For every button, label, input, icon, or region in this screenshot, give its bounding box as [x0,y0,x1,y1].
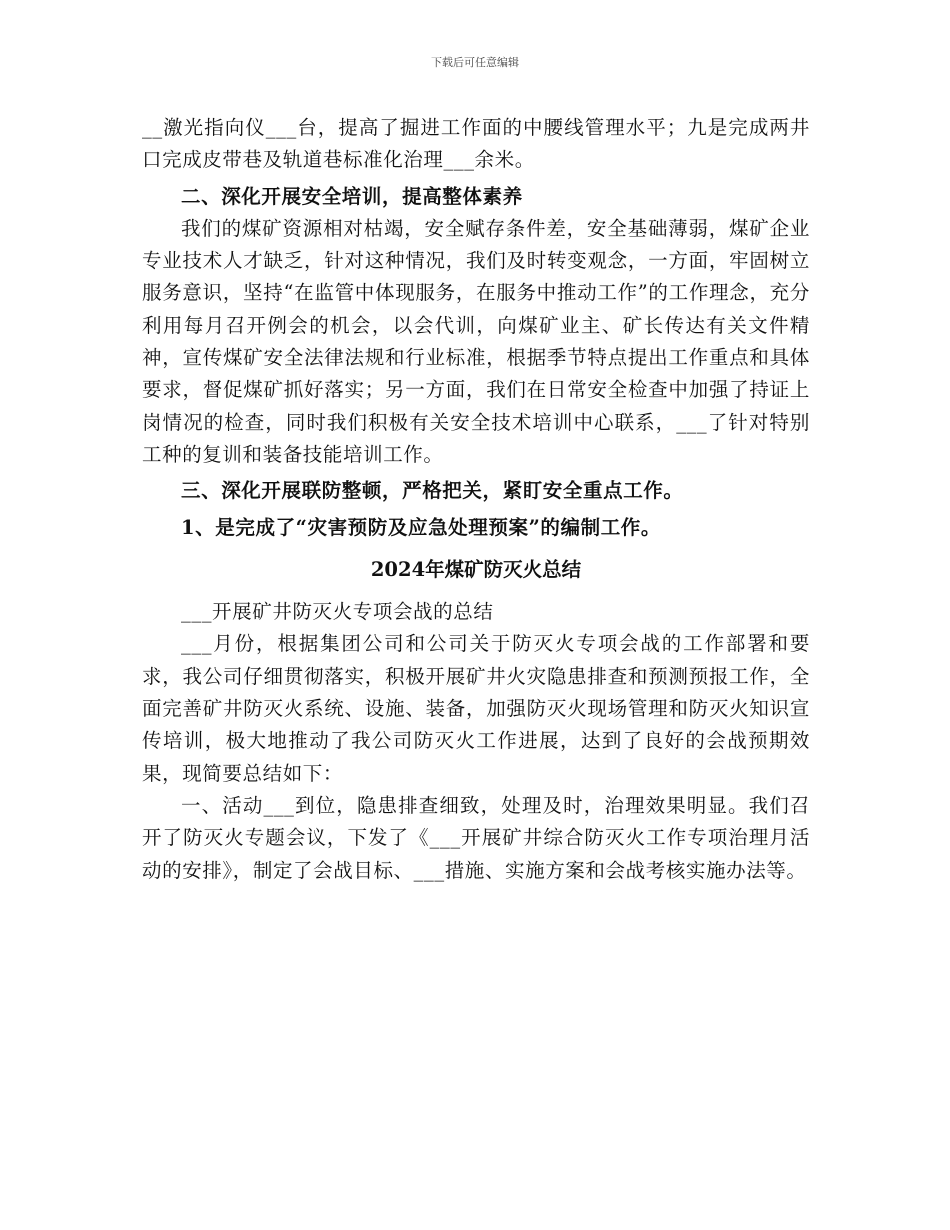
document-body [142,112,810,887]
page-header: 下载后可任意编辑 [431,56,519,69]
section-heading-training: 二、深化开展安全培训，提高整体素养 [181,184,523,208]
intro-paragraph: ___月份，根据集团公司和公司关于防灭火专项会战的工作部署和要求，我公司仔细贯彻落实，积极开展矿井火灾隐患排查和预测预报工作，全面完善矿井防灭火系统、设施、装备，加强防灭火现场管理和防灭火知识宣传培训，极大地推动了我公司防灭火工作进展，达到了良好的会战预期效果，现简要总结如下： [142,632,810,785]
continuation-paragraph: __激光指向仪___台，提高了掘进工作面的中腰线管理水平；九是完成两井口完成皮带巷及轨道巷标准化治理___余米。 [142,116,810,172]
item-emergency-plan: 1、是完成了“灾害预防及应急处理预案”的编制工作。 [181,515,662,539]
point-one-paragraph: 一、活动___到位，隐患排查细致，处理及时，治理效果明显。我们召开了防灭火专题会议，下发了《___开展矿井综合防灭火工作专项治理月活动的安排》，制定了会战目标、___措施、实施方案和会战考核实施办法等。 [142,793,810,882]
training-paragraph: 我们的煤矿资源相对枯竭，安全赋存条件差，安全基础薄弱，煤矿企业专业技术人才缺乏，针对这种情况，我们及时转变观念，一方面，牢固树立服务意识，坚持“在监管中体现服务，在服务中推动工作”的工作理念，充分利用每月召开例会的机会，以会代训，向煤矿业主、矿长传达有关文件精神，宣传煤矿安全法律法规和行业标准，根据季节特点提出工作重点和具体要求，督促煤矿抓好落实；另一方面，我们在日常安全检查中加强了持证上岗情况的检查，同时我们积极有关安全技术培训中心联系，___了针对特别工种的复训和装备技能培训工作。 [142,216,810,466]
document-subtitle: ___开展矿井防灭火专项会战的总结 [181,600,494,624]
section-heading-joint-prevention: 三、深化开展联防整顿，严格把关，紧盯安全重点工作。 [181,479,684,503]
document-title: 2024年煤矿防灭火总结 [370,557,582,581]
